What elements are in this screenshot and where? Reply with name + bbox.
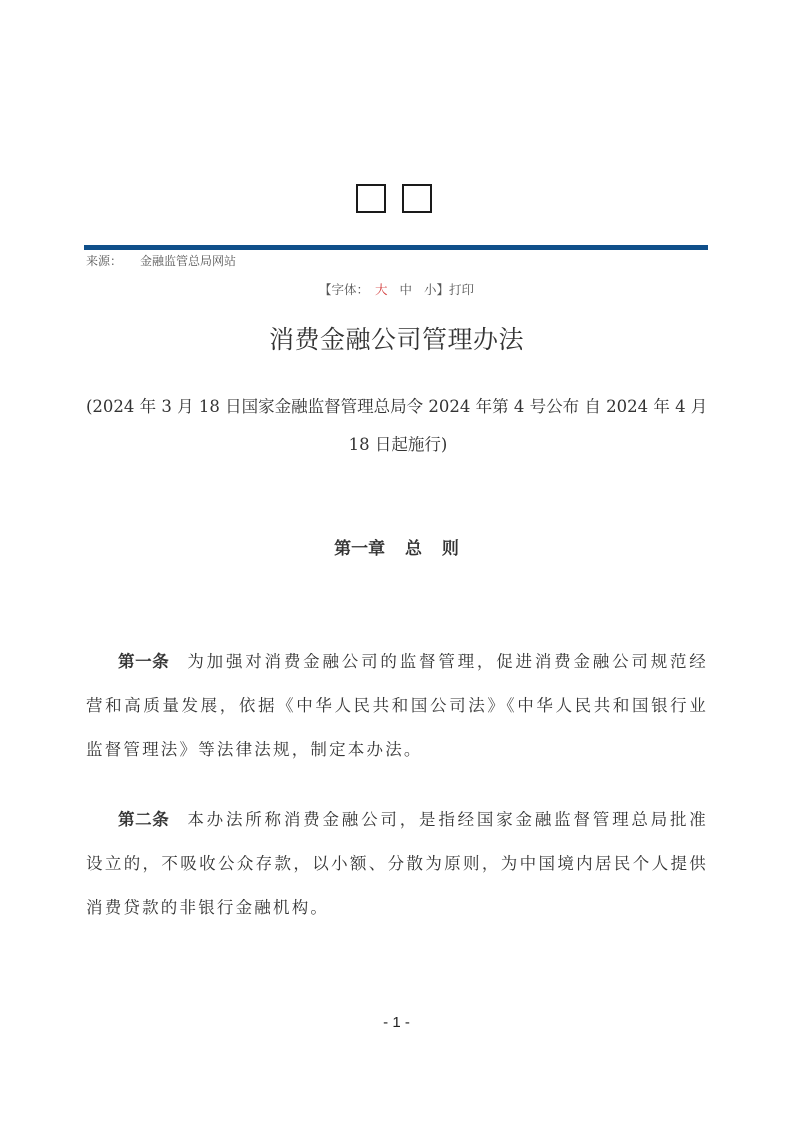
font-size-small-button[interactable]: 小: [424, 282, 437, 297]
print-button[interactable]: 打印: [449, 282, 475, 297]
document-subtitle: [86, 388, 710, 464]
source-value: 金融监管总局网站: [140, 254, 237, 268]
article-1: [86, 640, 708, 772]
subtitle-line-2: 18 日起施行): [348, 435, 448, 454]
header-divider: [84, 245, 708, 250]
article-text: 为加强对消费金融公司的监督管理，促进消费金融公司规范经营和高质量发展，依据《中华人民共和国公司法》《中华人民共和国银行业监督管理法》等法律法规，制定本办法。: [86, 652, 709, 759]
logo-box-icon: [356, 184, 386, 213]
article-2: [86, 798, 708, 930]
source-label: 来源：: [86, 254, 123, 268]
chapter-heading: 第一章 总 则: [334, 539, 459, 559]
subtitle-line-1: (2024 年 3 月 18 日国家金融监督管理总局令 2024 年第 4 号公布 自 2024 年 4 月: [86, 397, 708, 416]
article-number: 第一条: [118, 652, 170, 671]
font-size-control: [0, 280, 793, 298]
logo-box-icon: [402, 184, 432, 213]
font-size-label: 【字体：: [318, 282, 369, 297]
logo-boxes: [356, 184, 432, 213]
document-title: 消费金融公司管理办法: [268, 325, 524, 354]
font-size-close-bracket: 】: [436, 282, 450, 297]
source-line: [86, 252, 236, 269]
article-number: 第二条: [118, 810, 170, 829]
font-size-large-button[interactable]: 大: [374, 282, 388, 297]
page-number: - 1 -: [383, 1014, 410, 1031]
font-size-medium-button[interactable]: 中: [399, 282, 412, 297]
article-text: 本办法所称消费金融公司，是指经国家金融监督管理总局批准设立的，不吸收公众存款，以小额、分散为原则，为中国境内居民个人提供消费贷款的非银行金融机构。: [86, 810, 709, 917]
